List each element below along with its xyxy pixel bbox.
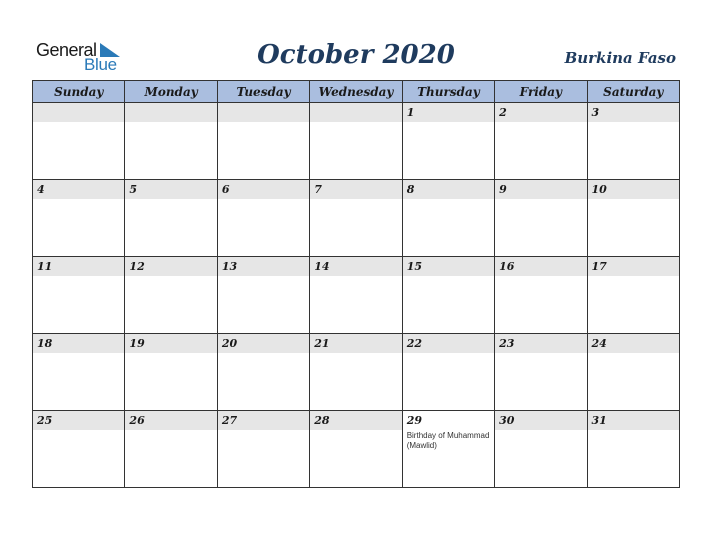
day-cell [217,257,309,334]
week-row [33,103,680,180]
day-cell [310,180,402,257]
day-cell [495,334,587,411]
day-cell [310,334,402,411]
day-cell [125,257,217,334]
holiday-event: Birthday of Muhammad (Mawlid) [406,431,490,450]
day-number: 12 [129,260,145,273]
day-cell [33,334,125,411]
day-header-band [588,411,679,430]
weekday-header: Monday [125,81,217,103]
day-cell [495,411,587,488]
day-cell [310,103,402,180]
day-header-band [218,180,309,199]
day-cell [402,180,494,257]
weekday-header: Wednesday [310,81,402,103]
weekday-header: Saturday [587,81,679,103]
day-cell [217,103,309,180]
day-header-band [310,411,401,430]
day-number: 30 [499,414,515,427]
day-header-band [33,180,124,199]
day-number: 26 [129,414,145,427]
day-cell [402,103,494,180]
day-header-band [125,411,216,430]
day-header-band [403,180,494,199]
day-header-band [125,103,216,122]
day-header-band [588,103,679,122]
day-number: 27 [221,414,238,427]
day-cell [402,411,494,488]
day-number: 29 [406,414,422,427]
day-number: 1 [406,106,415,119]
day-header-band [495,334,586,353]
day-cell [33,411,125,488]
day-number: 15 [406,260,422,273]
day-header-band [403,411,494,430]
day-cell [587,334,679,411]
day-cell [33,180,125,257]
day-header-band [588,257,679,276]
day-number: 4 [37,183,45,196]
day-number: 21 [314,337,330,350]
week-row [33,180,680,257]
day-number: 18 [37,337,53,350]
day-header-band [218,334,309,353]
weekday-header: Tuesday [217,81,309,103]
day-number: 5 [129,183,138,196]
day-header-band [403,257,494,276]
day-cell [33,257,125,334]
day-number: 31 [591,414,607,427]
day-header-band [495,411,586,430]
day-number: 25 [37,414,53,427]
day-cell [587,103,679,180]
day-header-band [33,103,124,122]
day-header-band [495,257,586,276]
calendar-grid [32,80,680,488]
day-cell [587,180,679,257]
day-cell [125,180,217,257]
day-header-band [33,411,124,430]
day-number: 22 [406,337,422,350]
day-cell [495,257,587,334]
weekday-header-row [33,81,680,103]
day-number: 2 [499,106,507,119]
day-header-band [33,257,124,276]
day-header-band [310,257,401,276]
day-number: 17 [591,260,607,273]
day-number: 19 [129,337,145,350]
day-header-band [495,180,586,199]
day-number: 7 [314,183,322,196]
weekday-header: Sunday [33,81,125,103]
logo-blue-text: Blue [84,55,117,74]
week-row [33,257,680,334]
week-row [33,411,680,488]
day-header-band [403,103,494,122]
weekday-header: Friday [495,81,587,103]
day-number: 11 [37,260,53,273]
day-header-band [403,334,494,353]
day-number: 23 [499,337,515,350]
day-cell [125,411,217,488]
day-cell [310,257,402,334]
day-cell [125,334,217,411]
day-header-band [310,103,401,122]
page-title: October 2020 [257,40,455,70]
day-header-band [495,103,586,122]
day-header-band [218,411,309,430]
day-number: 3 [591,106,600,119]
day-header-band [33,334,124,353]
day-number: 13 [221,260,238,273]
day-cell [310,411,402,488]
day-header-band [310,180,401,199]
day-header-band [218,103,309,122]
day-cell [402,257,494,334]
day-number: 20 [221,337,238,350]
day-header-band [218,257,309,276]
week-row [33,334,680,411]
day-header-band [125,180,216,199]
day-cell [495,103,587,180]
day-header-band [588,180,679,199]
day-header-band [310,334,401,353]
day-number: 16 [499,260,515,273]
day-number: 14 [314,260,330,273]
day-cell [217,411,309,488]
logo-general-text: General [36,40,97,60]
day-cell [587,257,679,334]
day-cell [33,103,125,180]
day-number: 6 [221,183,230,196]
day-header-band [125,334,216,353]
day-number: 24 [591,337,607,350]
day-cell [402,334,494,411]
country-name: Burkina Faso [564,49,676,67]
day-cell [217,180,309,257]
day-number: 28 [314,414,330,427]
day-cell [495,180,587,257]
day-number: 10 [591,183,607,196]
day-cell [125,103,217,180]
day-cell [587,411,679,488]
day-number: 9 [499,183,507,196]
day-header-band [125,257,216,276]
weekday-header: Thursday [402,81,494,103]
day-header-band [588,334,679,353]
day-number: 8 [406,183,415,196]
day-cell [217,334,309,411]
